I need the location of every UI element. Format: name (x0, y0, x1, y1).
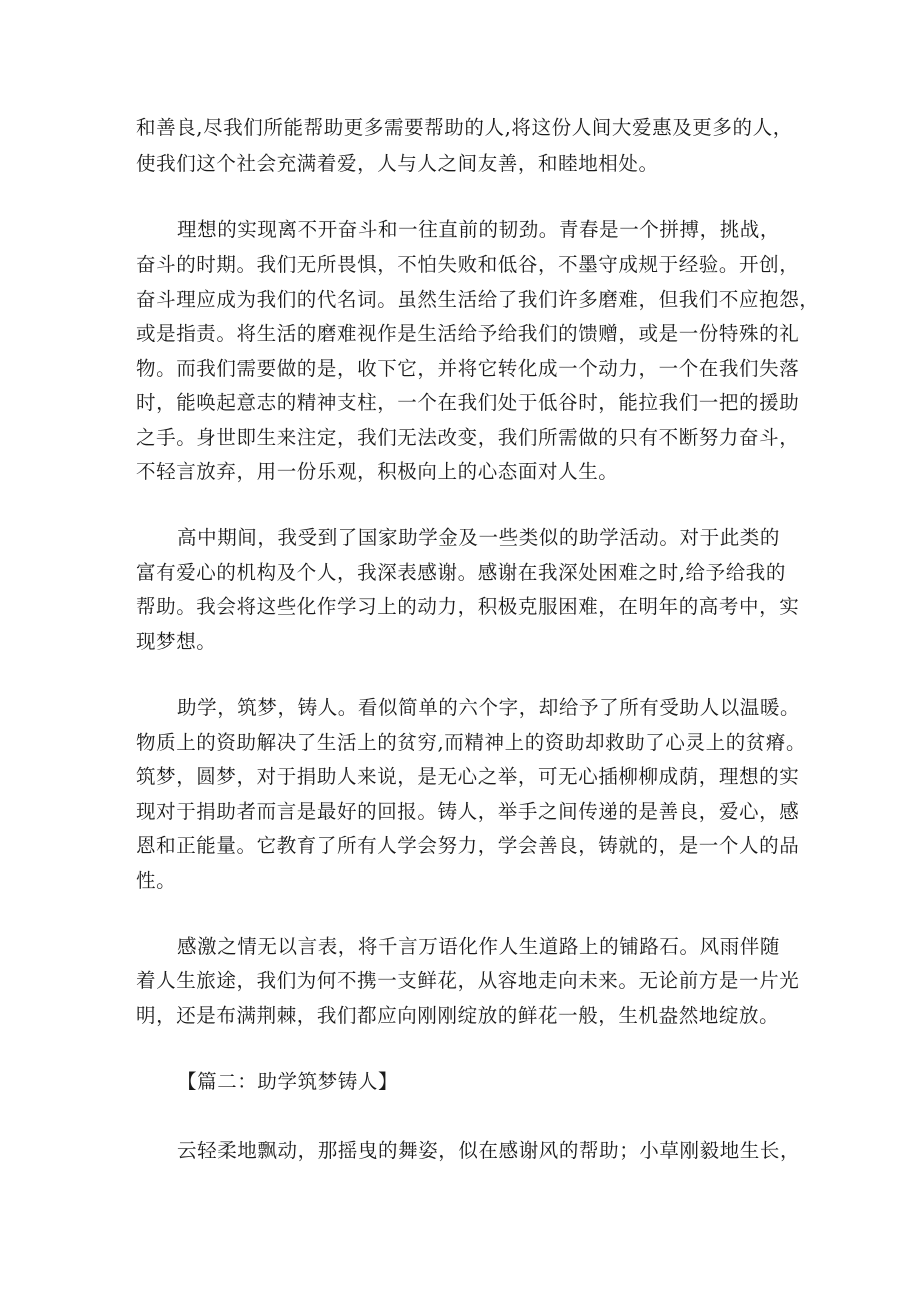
paragraph-3-line-1: 高中期间，我受到了国家助学金及一些类似的助学活动。对于此类的 (177, 526, 781, 549)
paragraph-2-line-2: 奋斗的时期。我们无所畏惧，不怕失败和低谷，不墨守成规于经验。开创， (136, 253, 800, 276)
paragraph-4-line-6: 性。 (136, 869, 177, 892)
section-heading: 【篇二：助学筑梦铸人】 (177, 1070, 399, 1093)
closing-line: 云轻柔地飘动，那摇曳的舞姿，似在感谢风的帮助；小草刚毅地生长， (177, 1139, 801, 1162)
paragraph-5-line-3: 明，还是布满荆棘，我们都应向刚刚绽放的鲜花一般，生机盎然地绽放。 (136, 1004, 780, 1027)
paragraph-1-line-1: 和善良,尽我们所能帮助更多需要帮助的人,将这份人间大爱惠及更多的人， (136, 116, 793, 139)
paragraph-4-line-4: 现对于捐助者而言是最好的回报。铸人，举手之间传递的是善良，爱心，感 (136, 800, 800, 823)
paragraph-4-line-1: 助学，筑梦，铸人。看似简单的六个字，却给予了所有受助人以温暖。 (177, 696, 801, 719)
paragraph-2-line-7: 之手。身世即生来注定，我们无法改变，我们所需做的只有不断努力奋斗， (136, 426, 800, 449)
paragraph-3-line-3: 帮助。我会将这些化作学习上的动力，积极克服困难，在明年的高考中，实 (136, 595, 800, 618)
paragraph-5-line-1: 感激之情无以言表，将千言万语化作人生道路上的铺路石。风雨伴随 (177, 935, 781, 958)
paragraph-2-line-5: 物。而我们需要做的是，收下它，并将它转化成一个动力，一个在我们失落 (136, 357, 800, 380)
paragraph-3-line-2: 富有爱心的机构及个人，我深表感谢。感谢在我深处困难之时,给予给我的 (136, 561, 786, 584)
paragraph-2-line-4: 或是指责。将生活的磨难视作是生活给予给我们的馈赠，或是一份特殊的礼 (136, 322, 800, 345)
paragraph-2-line-8: 不轻言放弃，用一份乐观，积极向上的心态面对人生。 (136, 460, 619, 483)
paragraph-2-line-6: 时，能唤起意志的精神支柱，一个在我们处于低谷时，能拉我们一把的援助 (136, 391, 800, 414)
paragraph-1-line-2: 使我们这个社会充满着爱，人与人之间友善，和睦地相处。 (136, 152, 659, 175)
paragraph-4-line-5: 恩和正能量。它教育了所有人学会努力，学会善良，铸就的，是一个人的品 (136, 834, 800, 857)
paragraph-4-line-3: 筑梦，圆梦，对于捐助人来说，是无心之举，可无心插柳柳成荫，理想的实 (136, 765, 800, 788)
paragraph-3-line-4: 现梦想。 (136, 630, 217, 653)
paragraph-2-line-1: 理想的实现离不开奋斗和一往直前的韧劲。青春是一个拼搏，挑战， (177, 218, 781, 241)
paragraph-4-line-2: 物质上的资助解决了生活上的贫穷,而精神上的资助却救助了心灵上的贫瘠。 (136, 731, 807, 754)
paragraph-5-line-2: 着人生旅途，我们为何不携一支鲜花，从容地走向未来。无论前方是一片光 (136, 969, 800, 992)
paragraph-2-line-3: 奋斗理应成为我们的代名词。虽然生活给了我们许多磨难，但我们不应抱怨， (136, 288, 820, 311)
